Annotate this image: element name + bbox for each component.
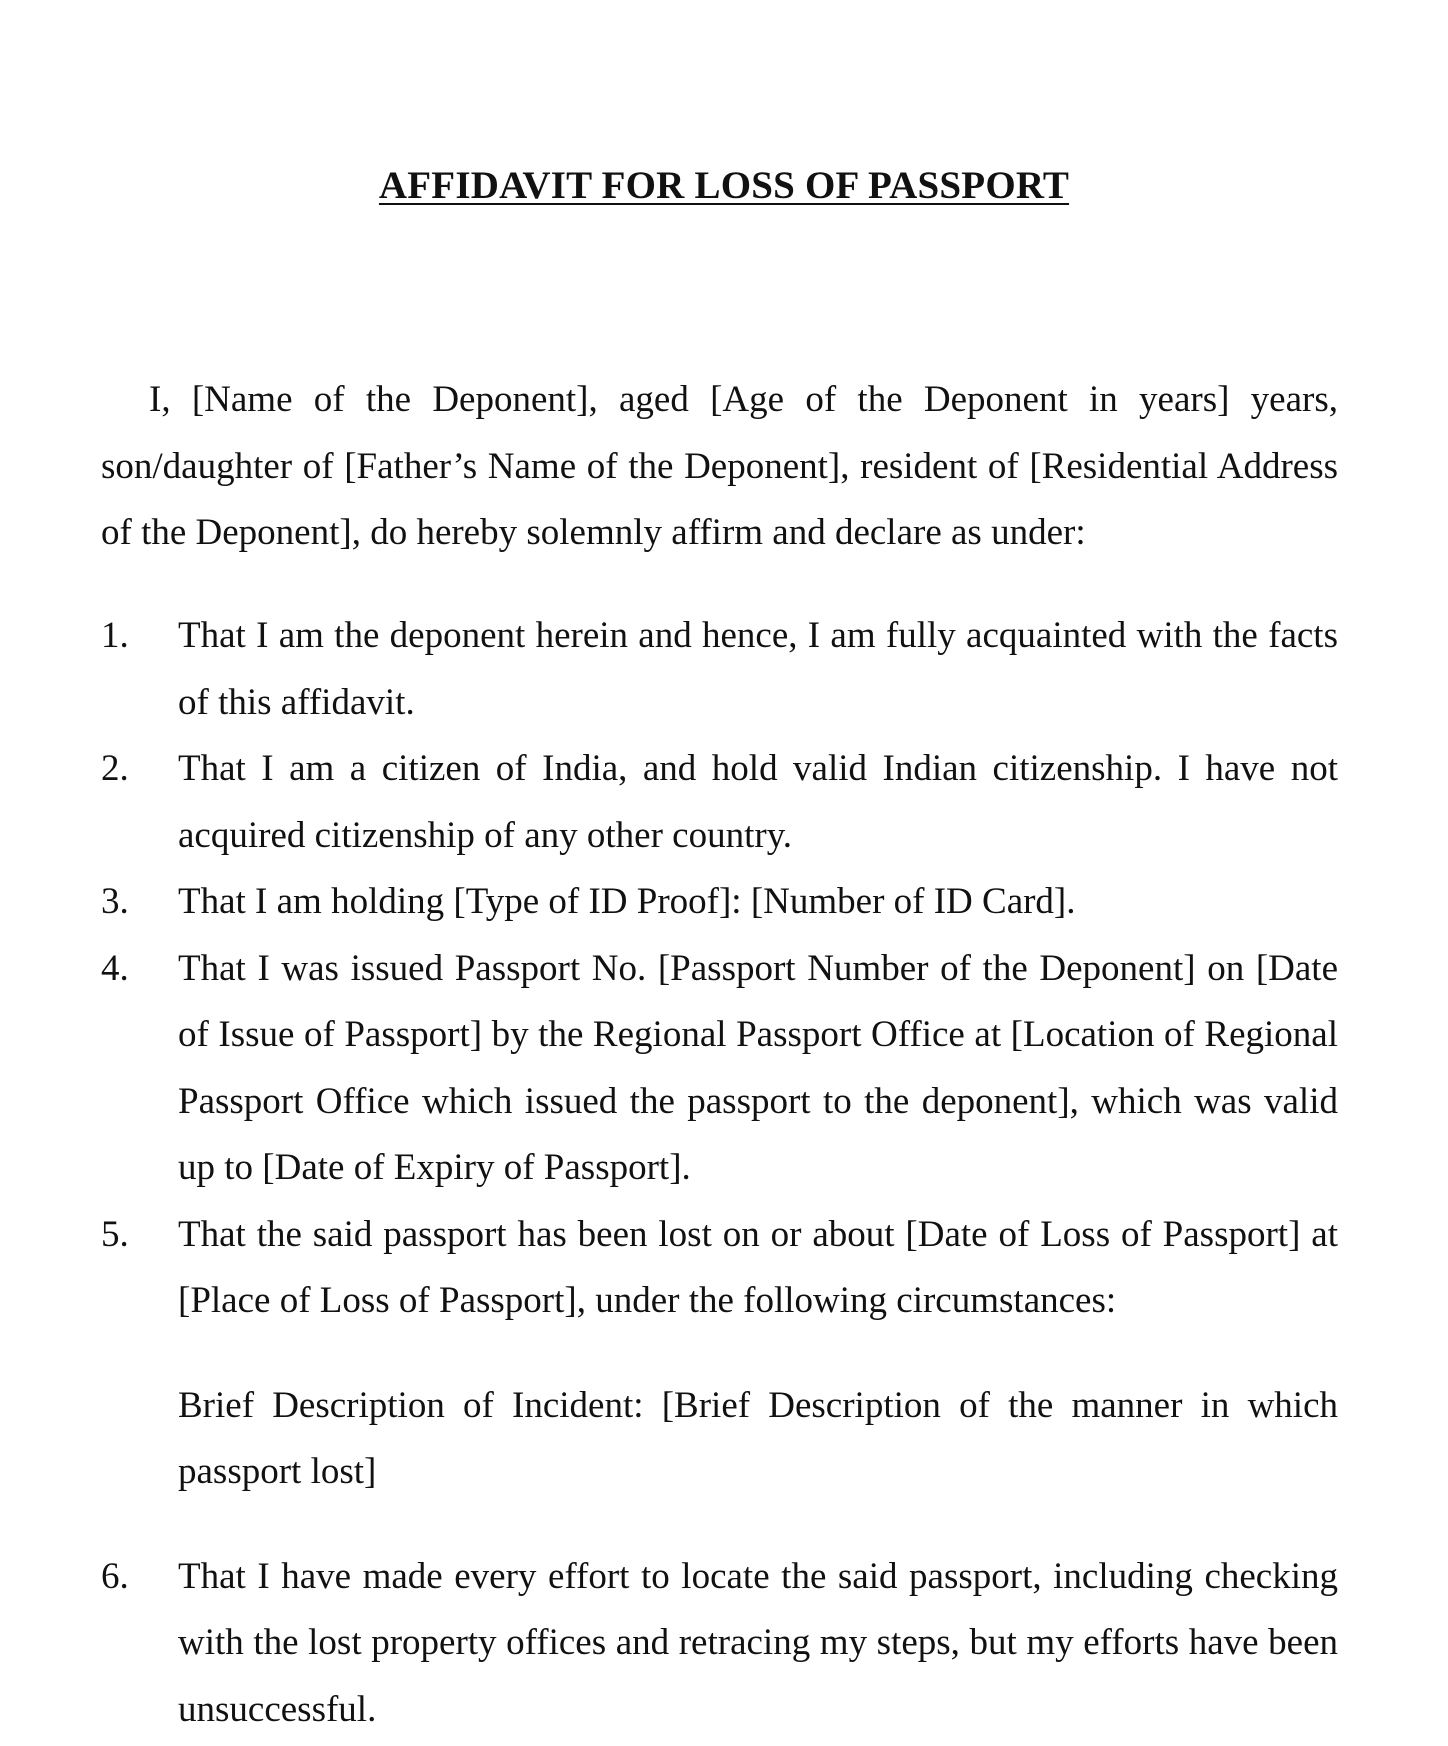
clause-number: 2. (101, 748, 129, 789)
clause-text: That the said passport has been lost on or about [Date of Loss of Passport] at [Place of Loss of Passport], under the following circumstances: (178, 1213, 1338, 1321)
clause-text: That I am the deponent herein and hence, I am fully acquainted with the facts of this affidavit. (178, 615, 1338, 723)
clause-number: 3. (101, 881, 129, 922)
intro-paragraph: I, [Name of the Deponent], aged [Age of the Deponent in years] years, son/daughter of [Father’s Name of the Deponent], resident of [Residential Address of the Deponent], do hereby solemnly affirm and declare as under: (101, 379, 1338, 553)
clause-3 (101, 869, 1338, 936)
clause-text: That I was issued Passport No. [Passport Number of the Deponent] on [Date of Issue of Passport] by the Regional Passport Office at [Location of Regional Passport Office which issued the passport to the deponent], which was valid up to [Date of Expiry of Passport]. (178, 947, 1338, 1188)
affidavit-clauses (101, 603, 1338, 1743)
incident-description: Brief Description of Incident: [Brief Description of the manner in which passport lost] (178, 1384, 1338, 1492)
document-title: AFFIDAVIT FOR LOSS OF PASSPORT (378, 164, 1070, 207)
clause-2 (101, 736, 1338, 869)
clause-4 (101, 936, 1338, 1202)
clause-number: 1. (101, 615, 129, 656)
clause-5 (101, 1202, 1338, 1335)
clause-1 (101, 603, 1338, 736)
clause-number: 6. (101, 1555, 129, 1597)
clause-number: 4. (101, 947, 129, 989)
clause-text: That I am holding [Type of ID Proof]: [Number of ID Card]. (178, 881, 1076, 922)
clause-6 (101, 1544, 1338, 1744)
clause-number: 5. (101, 1213, 129, 1255)
clause-text: That I have made every effort to locate the said passport, including checking with the lost property offices and retracing my steps, but my efforts have been unsuccessful. (178, 1555, 1338, 1730)
clause-text: That I am a citizen of India, and hold valid Indian citizenship. I have not acquired citizenship of any other country. (178, 748, 1338, 856)
